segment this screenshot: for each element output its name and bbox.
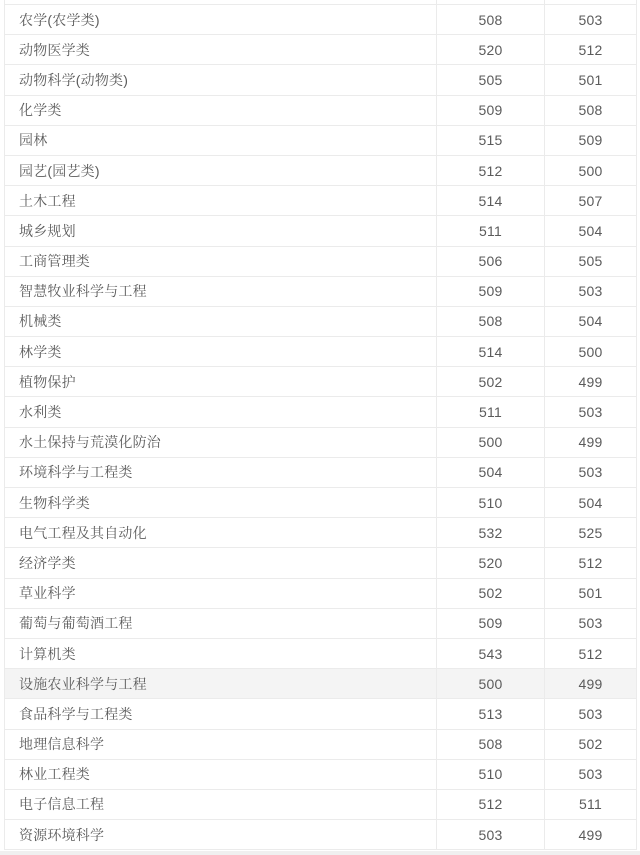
table-row [5,65,636,95]
major-cell: 城乡规划 [5,216,437,245]
score2-cell: 503 [578,11,603,28]
table-row [5,609,636,639]
score2-cell: 502 [578,736,603,753]
major-cell: 电气工程及其自动化 [5,518,437,547]
table-row [5,730,636,760]
score2-cell: 501 [578,71,603,88]
score1-cell: 543 [437,639,545,668]
score1-cell: 500 [437,669,545,698]
score1-cell: 505 [437,65,545,94]
score1-cell: 520 [437,35,545,64]
score1-cell: 503 [437,820,545,849]
score2-cell [545,0,636,4]
score1-cell: 511 [437,397,545,426]
major-cell: 林业工程类 [5,760,437,789]
major-cell: 智慧牧业科学与工程 [5,277,437,306]
table-row [5,428,636,458]
score2-cell: 503 [578,766,603,783]
table-row [5,337,636,367]
score2-cell: 500 [578,162,603,179]
table-row [5,397,636,427]
score2-cell: 512 [578,41,603,58]
major-cell [5,0,437,4]
major-cell: 化学类 [5,96,437,125]
score2-cell: 512 [578,554,603,571]
table-body [5,5,636,850]
score2-cell: 503 [578,705,603,722]
major-cell: 计算机类 [5,639,437,668]
major-cell: 水土保持与荒漠化防治 [5,428,437,457]
table-row [5,458,636,488]
score2-cell: 499 [578,675,603,692]
table-row [5,96,636,126]
table-row [5,307,636,337]
score1-cell: 509 [437,277,545,306]
major-cell: 机械类 [5,307,437,336]
major-cell: 园艺(园艺类) [5,156,437,185]
score2-cell: 504 [578,494,603,511]
score1-cell: 504 [437,458,545,487]
score2-cell: 512 [578,645,603,662]
score1-cell: 508 [437,307,545,336]
score1-cell: 520 [437,548,545,577]
score2-cell: 504 [578,222,603,239]
major-cell: 动物医学类 [5,35,437,64]
table-row [5,156,636,186]
score2-cell: 525 [578,524,603,541]
table-row [5,699,636,729]
score1-cell: 513 [437,699,545,728]
major-cell: 林学类 [5,337,437,366]
score2-cell: 503 [578,283,603,300]
major-cell: 园林 [5,126,437,155]
table-row [5,216,636,246]
major-cell: 农学(农学类) [5,5,437,34]
score1-cell: 514 [437,186,545,215]
major-cell: 土木工程 [5,186,437,215]
major-cell: 水利类 [5,397,437,426]
score1-cell: 500 [437,428,545,457]
score2-cell: 507 [578,192,603,209]
score1-cell: 508 [437,5,545,34]
table-row [5,247,636,277]
score1-cell: 512 [437,790,545,819]
score2-cell: 503 [578,464,603,481]
score2-cell: 508 [578,102,603,119]
admission-score-table [4,0,637,850]
score1-cell: 510 [437,488,545,517]
major-cell: 生物科学类 [5,488,437,517]
table-row [5,579,636,609]
score2-cell: 501 [578,585,603,602]
major-cell: 设施农业科学与工程 [5,669,437,698]
score2-cell: 499 [578,434,603,451]
major-cell: 植物保护 [5,367,437,396]
major-cell: 环境科学与工程类 [5,458,437,487]
score2-cell: 505 [578,253,603,270]
table-row [5,367,636,397]
score1-cell: 532 [437,518,545,547]
table-row [5,760,636,790]
score2-cell: 499 [578,826,603,843]
score1-cell: 510 [437,760,545,789]
score1-cell: 506 [437,247,545,276]
score2-cell: 503 [578,615,603,632]
score1-cell: 514 [437,337,545,366]
score2-cell: 499 [578,373,603,390]
table-row [5,277,636,307]
bottom-strip [0,851,640,855]
score2-cell: 511 [579,796,602,813]
major-cell: 动物科学(动物类) [5,65,437,94]
score1-cell: 509 [437,96,545,125]
table-row [5,639,636,669]
score1-cell: 509 [437,609,545,638]
major-cell: 草业科学 [5,579,437,608]
table-row [5,126,636,156]
score1-cell: 502 [437,367,545,396]
table-row [5,186,636,216]
major-cell: 经济学类 [5,548,437,577]
major-cell: 电子信息工程 [5,790,437,819]
major-cell: 葡萄与葡萄酒工程 [5,609,437,638]
major-cell: 食品科学与工程类 [5,699,437,728]
table-row [5,488,636,518]
score2-cell: 504 [578,313,603,330]
table-row [5,35,636,65]
score1-cell [437,0,545,4]
table-row [5,5,636,35]
score2-cell: 509 [578,132,603,149]
score2-cell: 503 [578,404,603,421]
table-row [5,518,636,548]
score1-cell: 515 [437,126,545,155]
score2-cell: 500 [578,343,603,360]
table-row [5,790,636,820]
score1-cell: 508 [437,730,545,759]
score1-cell: 511 [437,216,545,245]
major-cell: 工商管理类 [5,247,437,276]
major-cell: 资源环境科学 [5,820,437,849]
score1-cell: 512 [437,156,545,185]
major-cell: 地理信息科学 [5,730,437,759]
table-row [5,548,636,578]
table-row [5,820,636,850]
table-row [5,669,636,699]
score1-cell: 502 [437,579,545,608]
